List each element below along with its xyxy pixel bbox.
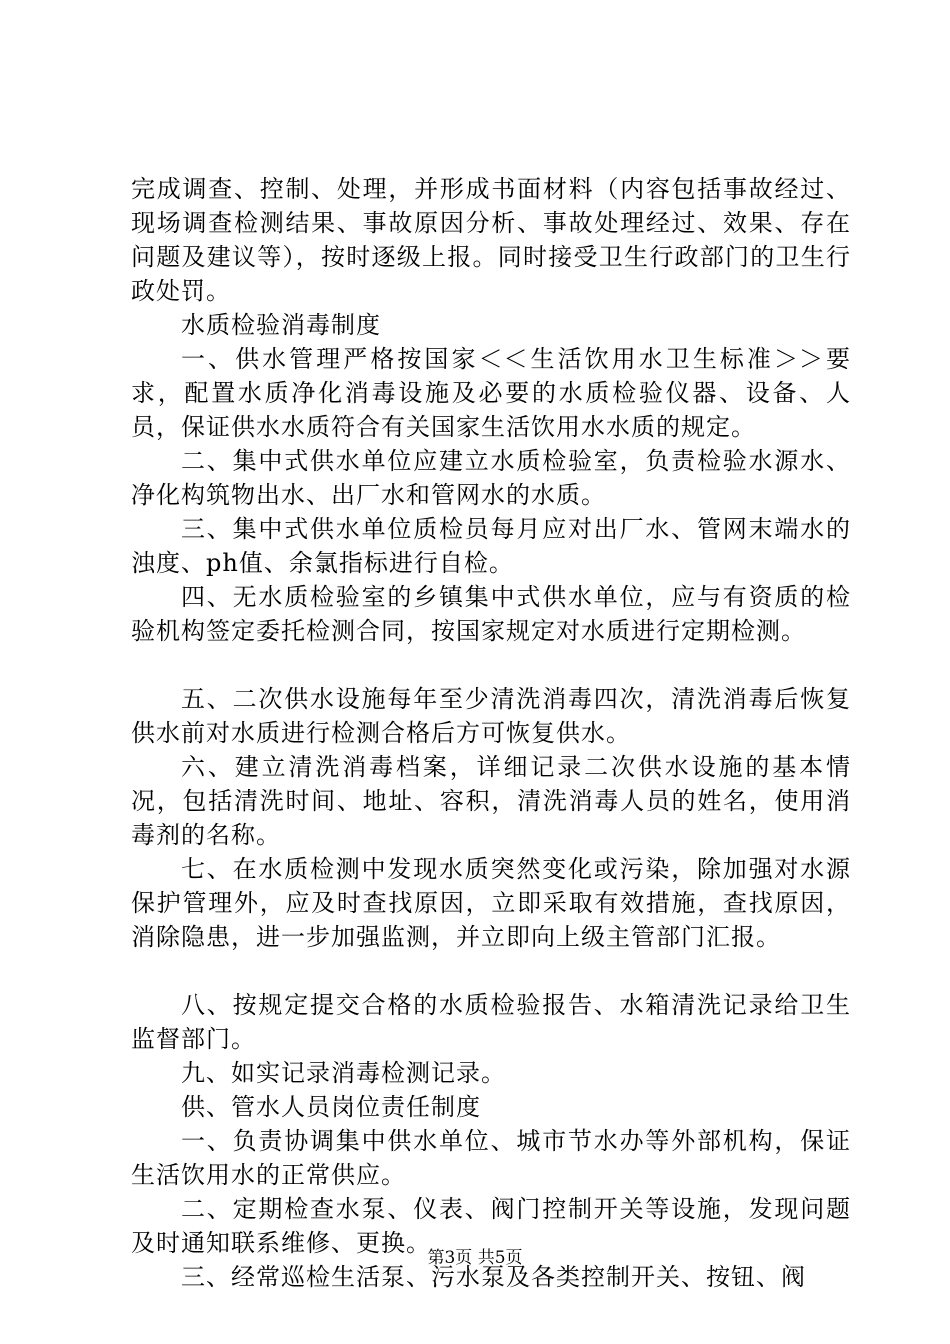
page-number-label: 第3页 共5页 <box>427 1248 523 1268</box>
document-body <box>131 172 851 1294</box>
paragraph-0: 完成调查、控制、处理，并形成书面材料（内容包括事故经过、现场调查检测结果、事故原因分析、事故处理经过、效果、存在问题及建议等），按时逐级上报。同时接受卫生行政部门的卫生行政处罚。 <box>131 175 851 305</box>
paragraph-4: 三、集中式供水单位质检员每月应对出厂水、管网末端水的浊度、ph值、余氯指标进行自检。 <box>131 515 851 577</box>
paragraph-5: 四、无水质检验室的乡镇集中式供水单位，应与有资质的检验机构签定委托检测合同，按国家规定对水质进行定期检测。 <box>131 583 851 645</box>
paragraph-8: 七、在水质检测中发现水质突然变化或污染，除加强对水源保护管理外，应及时查找原因，立即采取有效措施，查找原因，消除隐患，进一步加强监测，并立即向上级主管部门汇报。 <box>131 855 851 951</box>
paragraph-10: 九、如实记录消毒检测记录。 <box>181 1059 506 1087</box>
paragraph-7: 六、建立清洗消毒档案，详细记录二次供水设施的基本情况，包括清洗时间、地址、容积，清洗消毒人员的姓名，使用消毒剂的名称。 <box>131 753 851 849</box>
paragraph-2: 一、供水管理严格按国家＜＜生活饮用水卫生标准＞＞要求，配置水质净化消毒设施及必要的水质检验仪器、设备、人员，保证供水水质符合有关国家生活饮用水水质的规定。 <box>131 345 851 441</box>
section-heading-water-quality: 水质检验消毒制度 <box>181 311 381 339</box>
paragraph-12: 一、负责协调集中供水单位、城市节水办等外部机构，保证生活饮用水的正常供应。 <box>131 1127 851 1189</box>
section-heading-staff-duty: 供、管水人员岗位责任制度 <box>181 1093 481 1121</box>
paragraph-14: 三、经常巡检生活泵、污水泵及各类控制开关、按钮、阀 <box>181 1263 806 1291</box>
paragraph-9: 八、按规定提交合格的水质检验报告、水箱清洗记录给卫生监督部门。 <box>131 991 851 1053</box>
paragraph-3: 二、集中式供水单位应建立水质检验室，负责检验水源水、净化构筑物出水、出厂水和管网水的水质。 <box>131 447 851 509</box>
page-footer <box>0 1248 950 1268</box>
paragraph-13: 二、定期检查水泵、仪表、阀门控制开关等设施，发现问题及时通知联系维修、更换。 <box>131 1195 851 1257</box>
paragraph-6: 五、二次供水设施每年至少清洗消毒四次，清洗消毒后恢复供水前对水质进行检测合格后方可恢复供水。 <box>131 685 851 747</box>
